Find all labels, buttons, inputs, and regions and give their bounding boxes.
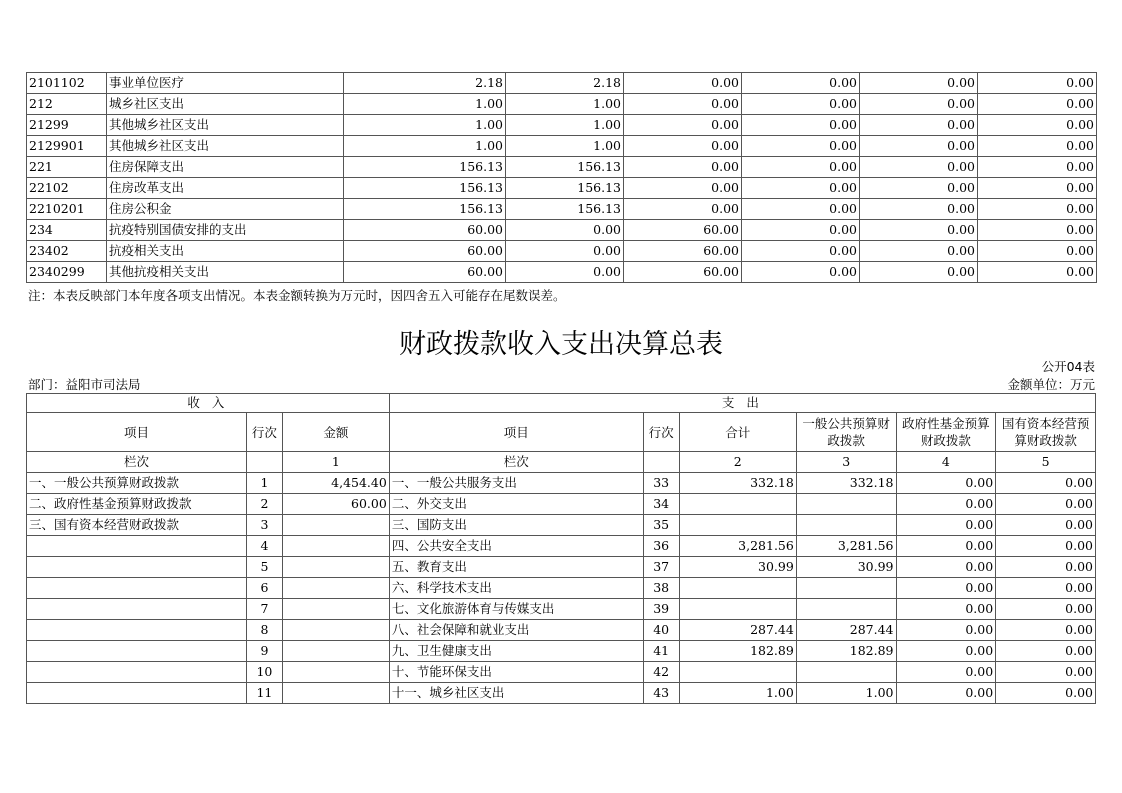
cell-in-line: 2 xyxy=(246,494,282,515)
cell-v2: 1.00 xyxy=(506,115,624,136)
cell-v3: 60.00 xyxy=(624,262,742,283)
cell-ex-line: 43 xyxy=(643,683,679,704)
cell-total xyxy=(679,515,796,536)
table-row xyxy=(27,73,1097,94)
cell-v6: 0.00 xyxy=(978,178,1097,199)
cell-code: 221 xyxy=(27,157,107,178)
cell-ex-line: 36 xyxy=(643,536,679,557)
cell-state: 0.00 xyxy=(996,641,1096,662)
cell-ex-item: 四、公共安全支出 xyxy=(389,536,643,557)
table-row xyxy=(27,599,1096,620)
cell-name: 城乡社区支出 xyxy=(107,94,344,115)
cell-in-amt xyxy=(282,557,389,578)
gov-fund-header: 政府性基金预算财政拨款 xyxy=(896,413,996,452)
state-capital-header: 国有资本经营预算财政拨款 xyxy=(996,413,1096,452)
cell-in-amt xyxy=(282,515,389,536)
cell-v4: 0.00 xyxy=(742,94,860,115)
cell-v4: 0.00 xyxy=(742,157,860,178)
cell-name: 抗疫相关支出 xyxy=(107,241,344,262)
cell-total: 3,281.56 xyxy=(679,536,796,557)
cell-ex-line: 40 xyxy=(643,620,679,641)
table-row xyxy=(27,557,1096,578)
cell-name: 住房改革支出 xyxy=(107,178,344,199)
col-index-2: 2 xyxy=(679,452,796,473)
expenditure-detail-body xyxy=(27,73,1097,283)
cell-ex-line: 41 xyxy=(643,641,679,662)
cell-general: 182.89 xyxy=(796,641,896,662)
cell-total xyxy=(679,578,796,599)
cell-ex-line: 35 xyxy=(643,515,679,536)
cell-state: 0.00 xyxy=(996,620,1096,641)
cell-general xyxy=(796,599,896,620)
table-note: 注：本表反映部门本年度各项支出情况。本表金额转换为万元时，因四舍五入可能存在尾数误差。 xyxy=(28,288,566,303)
cell-code: 2340299 xyxy=(27,262,107,283)
cell-ex-item: 十一、城乡社区支出 xyxy=(389,683,643,704)
cell-in-amt xyxy=(282,536,389,557)
expense-item-header: 项目 xyxy=(389,413,643,452)
cell-name: 抗疫特别国债安排的支出 xyxy=(107,220,344,241)
col-index-3: 3 xyxy=(796,452,896,473)
cell-in-item: 三、国有资本经营财政拨款 xyxy=(27,515,247,536)
cell-in-item xyxy=(27,683,247,704)
cell-code: 2129901 xyxy=(27,136,107,157)
col-index-4: 4 xyxy=(896,452,996,473)
general-budget-header: 一般公共预算财政拨款 xyxy=(796,413,896,452)
cell-in-line: 7 xyxy=(246,599,282,620)
summary-body xyxy=(27,394,1096,704)
cell-state: 0.00 xyxy=(996,515,1096,536)
cell-general: 30.99 xyxy=(796,557,896,578)
cell-general: 1.00 xyxy=(796,683,896,704)
cell-v6: 0.00 xyxy=(978,115,1097,136)
cell-gov: 0.00 xyxy=(896,515,996,536)
cell-v2: 0.00 xyxy=(506,220,624,241)
cell-in-line: 4 xyxy=(246,536,282,557)
cell-code: 212 xyxy=(27,94,107,115)
cell-in-item xyxy=(27,557,247,578)
cell-v6: 0.00 xyxy=(978,199,1097,220)
cell-in-item: 一、一般公共预算财政拨款 xyxy=(27,473,247,494)
table-row xyxy=(27,641,1096,662)
cell-v4: 0.00 xyxy=(742,178,860,199)
cell-v6: 0.00 xyxy=(978,157,1097,178)
cell-state: 0.00 xyxy=(996,536,1096,557)
form-code: 公开04表 xyxy=(1041,359,1095,374)
cell-v5: 0.00 xyxy=(860,199,978,220)
cell-v5: 0.00 xyxy=(860,178,978,199)
cell-in-line: 10 xyxy=(246,662,282,683)
col-index-1: 1 xyxy=(282,452,389,473)
col-label-2: 栏次 xyxy=(389,452,643,473)
cell-in-amt: 4,454.40 xyxy=(282,473,389,494)
cell-ex-line: 38 xyxy=(643,578,679,599)
cell-total: 287.44 xyxy=(679,620,796,641)
cell-v2: 2.18 xyxy=(506,73,624,94)
cell-in-amt xyxy=(282,683,389,704)
table-row xyxy=(27,683,1096,704)
cell-total: 182.89 xyxy=(679,641,796,662)
cell-name: 住房保障支出 xyxy=(107,157,344,178)
department-label: 部门：益阳市司法局 xyxy=(28,377,141,392)
cell-v4: 0.00 xyxy=(742,136,860,157)
cell-v6: 0.00 xyxy=(978,94,1097,115)
table-row xyxy=(27,136,1097,157)
cell-v3: 0.00 xyxy=(624,136,742,157)
header-row-columns xyxy=(27,413,1096,452)
cell-code: 21299 xyxy=(27,115,107,136)
cell-general xyxy=(796,578,896,599)
cell-gov: 0.00 xyxy=(896,494,996,515)
cell-v2: 156.13 xyxy=(506,178,624,199)
expenditure-detail-table xyxy=(26,72,1097,283)
page-title: 财政拨款收入支出决算总表 xyxy=(399,329,723,360)
cell-gov: 0.00 xyxy=(896,683,996,704)
cell-ex-line: 34 xyxy=(643,494,679,515)
cell-v3: 60.00 xyxy=(624,241,742,262)
cell-gov: 0.00 xyxy=(896,662,996,683)
cell-in-line: 5 xyxy=(246,557,282,578)
cell-gov: 0.00 xyxy=(896,473,996,494)
cell-in-item xyxy=(27,620,247,641)
cell-in-item xyxy=(27,536,247,557)
cell-name: 事业单位医疗 xyxy=(107,73,344,94)
table-row xyxy=(27,115,1097,136)
cell-ex-line: 39 xyxy=(643,599,679,620)
header-row-section xyxy=(27,394,1096,413)
cell-in-line: 11 xyxy=(246,683,282,704)
expense-line-header: 行次 xyxy=(643,413,679,452)
cell-ex-item: 五、教育支出 xyxy=(389,557,643,578)
cell-state: 0.00 xyxy=(996,599,1096,620)
cell-state: 0.00 xyxy=(996,494,1096,515)
col-index-blank xyxy=(246,452,282,473)
income-line-header: 行次 xyxy=(246,413,282,452)
cell-in-line: 9 xyxy=(246,641,282,662)
cell-v3: 0.00 xyxy=(624,115,742,136)
cell-v1: 60.00 xyxy=(344,262,506,283)
table-row xyxy=(27,241,1097,262)
cell-ex-item: 三、国防支出 xyxy=(389,515,643,536)
cell-state: 0.00 xyxy=(996,578,1096,599)
cell-ex-item: 十、节能环保支出 xyxy=(389,662,643,683)
cell-v3: 0.00 xyxy=(624,178,742,199)
income-item-header: 项目 xyxy=(27,413,247,452)
cell-ex-line: 37 xyxy=(643,557,679,578)
table-row xyxy=(27,199,1097,220)
cell-name: 住房公积金 xyxy=(107,199,344,220)
table-row xyxy=(27,262,1097,283)
cell-v4: 0.00 xyxy=(742,115,860,136)
cell-v2: 1.00 xyxy=(506,136,624,157)
cell-gov: 0.00 xyxy=(896,620,996,641)
cell-in-item xyxy=(27,578,247,599)
cell-v6: 0.00 xyxy=(978,220,1097,241)
col-label: 栏次 xyxy=(27,452,247,473)
cell-v3: 60.00 xyxy=(624,220,742,241)
cell-gov: 0.00 xyxy=(896,641,996,662)
cell-code: 23402 xyxy=(27,241,107,262)
cell-v5: 0.00 xyxy=(860,94,978,115)
cell-v1: 156.13 xyxy=(344,178,506,199)
cell-in-amt xyxy=(282,620,389,641)
cell-v5: 0.00 xyxy=(860,73,978,94)
table-row xyxy=(27,578,1096,599)
cell-in-amt: 60.00 xyxy=(282,494,389,515)
cell-v5: 0.00 xyxy=(860,157,978,178)
cell-total: 1.00 xyxy=(679,683,796,704)
table-row xyxy=(27,220,1097,241)
cell-v5: 0.00 xyxy=(860,262,978,283)
cell-v3: 0.00 xyxy=(624,199,742,220)
cell-v5: 0.00 xyxy=(860,136,978,157)
cell-v3: 0.00 xyxy=(624,73,742,94)
cell-ex-item: 六、科学技术支出 xyxy=(389,578,643,599)
cell-general: 332.18 xyxy=(796,473,896,494)
cell-v6: 0.00 xyxy=(978,73,1097,94)
cell-v2: 156.13 xyxy=(506,157,624,178)
cell-v2: 1.00 xyxy=(506,94,624,115)
cell-v2: 156.13 xyxy=(506,199,624,220)
column-index-row xyxy=(27,452,1096,473)
cell-v6: 0.00 xyxy=(978,262,1097,283)
cell-total: 332.18 xyxy=(679,473,796,494)
cell-in-item xyxy=(27,662,247,683)
cell-v1: 156.13 xyxy=(344,199,506,220)
income-expense-summary-table xyxy=(26,393,1096,704)
cell-state: 0.00 xyxy=(996,662,1096,683)
cell-code: 2101102 xyxy=(27,73,107,94)
cell-ex-item: 一、一般公共服务支出 xyxy=(389,473,643,494)
cell-in-amt xyxy=(282,662,389,683)
table-row xyxy=(27,536,1096,557)
cell-in-line: 6 xyxy=(246,578,282,599)
cell-in-amt xyxy=(282,578,389,599)
cell-total: 30.99 xyxy=(679,557,796,578)
amount-unit-label: 金额单位：万元 xyxy=(1007,377,1095,392)
cell-ex-line: 42 xyxy=(643,662,679,683)
cell-v4: 0.00 xyxy=(742,73,860,94)
cell-in-item: 二、政府性基金预算财政拨款 xyxy=(27,494,247,515)
cell-name: 其他抗疫相关支出 xyxy=(107,262,344,283)
cell-v1: 2.18 xyxy=(344,73,506,94)
cell-in-line: 1 xyxy=(246,473,282,494)
cell-v4: 0.00 xyxy=(742,199,860,220)
cell-general xyxy=(796,662,896,683)
cell-v2: 0.00 xyxy=(506,241,624,262)
cell-ex-item: 七、文化旅游体育与传媒支出 xyxy=(389,599,643,620)
cell-code: 234 xyxy=(27,220,107,241)
income-header: 收 入 xyxy=(27,394,390,413)
cell-general xyxy=(796,494,896,515)
cell-v1: 60.00 xyxy=(344,241,506,262)
table-row xyxy=(27,620,1096,641)
table-row xyxy=(27,494,1096,515)
cell-in-line: 3 xyxy=(246,515,282,536)
col-index-5: 5 xyxy=(996,452,1096,473)
cell-gov: 0.00 xyxy=(896,599,996,620)
expense-header: 支 出 xyxy=(389,394,1095,413)
table-row xyxy=(27,178,1097,199)
cell-in-item xyxy=(27,599,247,620)
cell-ex-item: 八、社会保障和就业支出 xyxy=(389,620,643,641)
cell-v5: 0.00 xyxy=(860,115,978,136)
cell-in-amt xyxy=(282,599,389,620)
cell-v1: 156.13 xyxy=(344,157,506,178)
cell-ex-item: 九、卫生健康支出 xyxy=(389,641,643,662)
cell-state: 0.00 xyxy=(996,683,1096,704)
table-row xyxy=(27,473,1096,494)
cell-v5: 0.00 xyxy=(860,220,978,241)
cell-v5: 0.00 xyxy=(860,241,978,262)
cell-v4: 0.00 xyxy=(742,241,860,262)
cell-v1: 1.00 xyxy=(344,115,506,136)
cell-general: 287.44 xyxy=(796,620,896,641)
cell-total xyxy=(679,662,796,683)
table-row xyxy=(27,94,1097,115)
col-index-blank-2 xyxy=(643,452,679,473)
cell-v1: 1.00 xyxy=(344,94,506,115)
cell-v1: 1.00 xyxy=(344,136,506,157)
cell-v1: 60.00 xyxy=(344,220,506,241)
cell-v6: 0.00 xyxy=(978,136,1097,157)
cell-v4: 0.00 xyxy=(742,220,860,241)
cell-v3: 0.00 xyxy=(624,94,742,115)
cell-state: 0.00 xyxy=(996,473,1096,494)
cell-name: 其他城乡社区支出 xyxy=(107,115,344,136)
cell-code: 2210201 xyxy=(27,199,107,220)
table-row xyxy=(27,157,1097,178)
cell-general xyxy=(796,515,896,536)
cell-gov: 0.00 xyxy=(896,557,996,578)
cell-total xyxy=(679,599,796,620)
cell-v6: 0.00 xyxy=(978,241,1097,262)
income-amount-header: 金额 xyxy=(282,413,389,452)
cell-v3: 0.00 xyxy=(624,157,742,178)
cell-in-amt xyxy=(282,641,389,662)
cell-name: 其他城乡社区支出 xyxy=(107,136,344,157)
cell-ex-line: 33 xyxy=(643,473,679,494)
cell-ex-item: 二、外交支出 xyxy=(389,494,643,515)
cell-gov: 0.00 xyxy=(896,578,996,599)
cell-code: 22102 xyxy=(27,178,107,199)
cell-general: 3,281.56 xyxy=(796,536,896,557)
cell-state: 0.00 xyxy=(996,557,1096,578)
cell-gov: 0.00 xyxy=(896,536,996,557)
table-row xyxy=(27,662,1096,683)
cell-v4: 0.00 xyxy=(742,262,860,283)
cell-total xyxy=(679,494,796,515)
cell-in-line: 8 xyxy=(246,620,282,641)
cell-v2: 0.00 xyxy=(506,262,624,283)
cell-in-item xyxy=(27,641,247,662)
total-header: 合计 xyxy=(679,413,796,452)
table-row xyxy=(27,515,1096,536)
